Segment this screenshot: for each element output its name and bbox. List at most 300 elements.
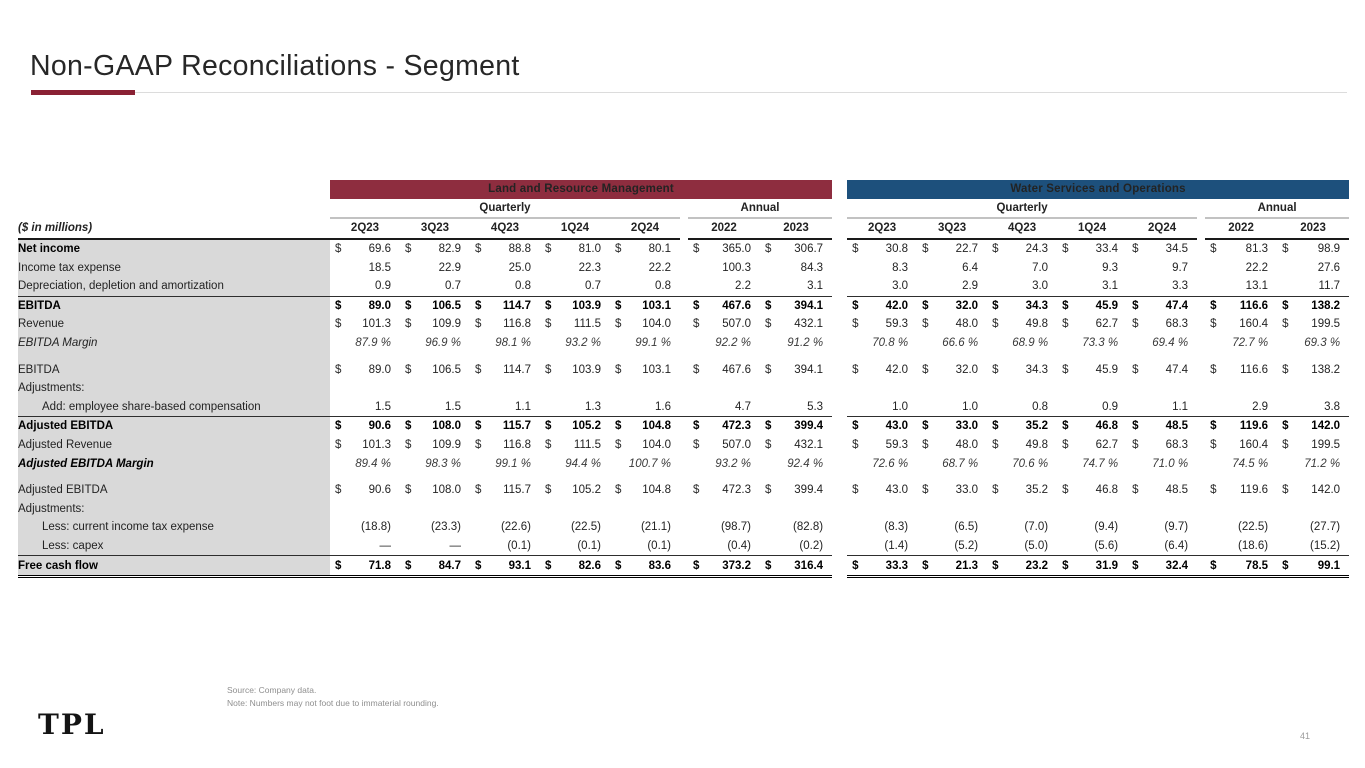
row-label: Depreciation, depletion and amortization xyxy=(18,277,330,296)
value-cell xyxy=(847,258,917,277)
value-cell xyxy=(987,398,1057,417)
table-row xyxy=(18,556,1349,577)
dollar-sign: $ xyxy=(1132,484,1139,497)
dollar-sign: $ xyxy=(992,559,999,572)
cell-value: 104.0 xyxy=(642,318,671,331)
cell-value: 432.1 xyxy=(794,318,824,331)
value-cell xyxy=(540,334,610,353)
cell-value: 99.1 % xyxy=(495,457,531,470)
value-cell xyxy=(1127,417,1197,436)
value-cell xyxy=(760,454,832,473)
cell-value: 62.7 xyxy=(1095,439,1119,452)
value-cell xyxy=(470,360,540,379)
cell-value: 1.5 xyxy=(445,400,461,413)
cell-value: 96.9 % xyxy=(425,337,461,350)
value-cell xyxy=(400,315,470,334)
cell-value: 59.3 xyxy=(885,318,909,331)
value-cell xyxy=(330,481,400,500)
value-cell xyxy=(917,436,987,455)
dollar-sign: $ xyxy=(1210,420,1217,433)
cell-value: 30.8 xyxy=(885,243,909,256)
table-row xyxy=(18,239,1349,259)
cell-value: 24.3 xyxy=(1025,243,1049,256)
cell-value: 32.0 xyxy=(955,299,979,312)
dollar-sign: $ xyxy=(545,420,552,433)
value-cell xyxy=(917,537,987,556)
value-cell xyxy=(760,556,832,577)
cell-value: 73.3 % xyxy=(1082,337,1119,350)
row-label: Free cash flow xyxy=(18,556,330,577)
cell-value: 3.8 xyxy=(1324,400,1341,413)
empty-cell xyxy=(330,379,1349,398)
cell-value: 1.5 xyxy=(375,400,391,413)
cell-value: 35.2 xyxy=(1025,420,1049,433)
cell-value: 3.0 xyxy=(1032,280,1049,293)
value-cell xyxy=(400,454,470,473)
cell-value: 138.2 xyxy=(1311,299,1341,312)
dollar-sign: $ xyxy=(922,559,929,572)
value-cell xyxy=(847,436,917,455)
value-cell xyxy=(688,334,760,353)
dollar-sign: $ xyxy=(405,318,412,331)
dollar-sign: $ xyxy=(615,484,622,497)
column-header: 2022 xyxy=(688,218,760,239)
value-cell xyxy=(1277,258,1349,277)
cell-value: 88.8 xyxy=(508,243,531,256)
cell-value: 507.0 xyxy=(722,318,751,331)
cell-value: 89.4 % xyxy=(355,457,391,470)
value-cell xyxy=(1127,398,1197,417)
empty-cell xyxy=(330,500,1349,519)
cell-value: 103.1 xyxy=(642,299,671,312)
value-cell xyxy=(1057,556,1127,577)
cell-value: 116.6 xyxy=(1239,299,1269,312)
value-cell xyxy=(1057,239,1127,259)
value-cell xyxy=(330,334,400,353)
dollar-sign: $ xyxy=(1282,420,1289,433)
dollar-sign: $ xyxy=(922,243,929,256)
cell-value: 399.4 xyxy=(794,420,824,433)
table-row xyxy=(18,537,1349,556)
table-row xyxy=(18,352,1349,360)
value-cell xyxy=(1277,239,1349,259)
dollar-sign: $ xyxy=(765,363,772,376)
group-gap xyxy=(1197,398,1205,417)
row-label: Adjustments: xyxy=(18,379,330,398)
cell-value: 47.4 xyxy=(1165,363,1189,376)
cell-value: 106.5 xyxy=(432,299,461,312)
cell-value: 70.6 % xyxy=(1012,457,1049,470)
cell-value: 119.6 xyxy=(1240,484,1269,497)
value-cell xyxy=(470,277,540,296)
table-row xyxy=(18,473,1349,481)
cell-value: 84.7 xyxy=(438,559,461,572)
group-gap xyxy=(1197,218,1205,239)
value-cell xyxy=(1127,454,1197,473)
value-cell xyxy=(540,296,610,315)
cell-value: (22.6) xyxy=(500,521,531,534)
value-cell xyxy=(917,360,987,379)
cell-value: 62.7 xyxy=(1095,318,1119,331)
value-cell xyxy=(917,258,987,277)
cell-value: 78.5 xyxy=(1245,559,1269,572)
cell-value: 82.6 xyxy=(578,559,601,572)
cell-value: 45.9 xyxy=(1095,299,1119,312)
value-cell xyxy=(610,239,680,259)
cell-value: 103.9 xyxy=(572,299,601,312)
cell-value: 48.5 xyxy=(1165,484,1189,497)
value-cell xyxy=(917,296,987,315)
value-cell xyxy=(400,436,470,455)
cell-value: 42.0 xyxy=(885,299,909,312)
dollar-sign: $ xyxy=(405,484,412,497)
cell-value: 80.1 xyxy=(648,243,671,256)
value-cell xyxy=(1127,436,1197,455)
cell-value: 8.3 xyxy=(892,261,909,274)
row-label: Adjusted EBITDA Margin xyxy=(18,454,330,473)
group-gap xyxy=(1197,556,1205,577)
cell-value: 33.4 xyxy=(1095,243,1119,256)
cell-value: 35.2 xyxy=(1025,484,1049,497)
cell-value: 103.9 xyxy=(572,363,601,376)
column-header: 2023 xyxy=(1277,218,1349,239)
cell-value: 23.2 xyxy=(1025,559,1049,572)
group-gap xyxy=(1197,537,1205,556)
cell-value: (21.1) xyxy=(640,521,671,534)
cell-value: 48.5 xyxy=(1165,420,1189,433)
value-cell xyxy=(688,537,760,556)
cell-value: 119.6 xyxy=(1239,420,1269,433)
footnote-source: Source: Company data. xyxy=(227,685,317,695)
value-cell xyxy=(1127,334,1197,353)
dollar-sign: $ xyxy=(922,363,929,376)
dollar-sign: $ xyxy=(475,439,482,452)
value-cell xyxy=(847,537,917,556)
cell-value: 89.0 xyxy=(368,299,391,312)
cell-value: (23.3) xyxy=(430,521,461,534)
cell-value: 105.2 xyxy=(572,420,601,433)
cell-value: 98.1 % xyxy=(495,337,531,350)
cell-value: 42.0 xyxy=(885,363,909,376)
cell-value: (7.0) xyxy=(1024,521,1049,534)
value-cell xyxy=(1127,360,1197,379)
dollar-sign: $ xyxy=(335,420,342,433)
cell-value: 114.7 xyxy=(502,299,531,312)
cell-value: 43.0 xyxy=(885,484,909,497)
table-row xyxy=(18,258,1349,277)
dollar-sign: $ xyxy=(1062,484,1069,497)
cell-value: 101.3 xyxy=(362,439,391,452)
value-cell xyxy=(1277,436,1349,455)
dollar-sign: $ xyxy=(852,363,859,376)
value-cell xyxy=(400,277,470,296)
value-cell xyxy=(470,239,540,259)
column-header: 3Q23 xyxy=(400,218,470,239)
value-cell xyxy=(330,537,400,556)
group-gap xyxy=(680,454,688,473)
value-cell xyxy=(330,556,400,577)
dollar-sign: $ xyxy=(922,484,929,497)
value-cell xyxy=(1057,296,1127,315)
cell-value: (9.4) xyxy=(1094,521,1119,534)
value-cell xyxy=(760,277,832,296)
value-cell xyxy=(470,334,540,353)
segment-gap xyxy=(832,239,847,259)
dollar-sign: $ xyxy=(852,484,859,497)
segment-gap xyxy=(832,518,847,537)
annual-group-header: Annual xyxy=(1205,199,1349,219)
cell-value: 22.7 xyxy=(955,243,979,256)
dollar-sign: $ xyxy=(545,439,552,452)
dollar-sign: $ xyxy=(1132,299,1139,312)
cell-value: 104.8 xyxy=(642,484,671,497)
value-cell xyxy=(540,518,610,537)
value-cell xyxy=(1277,398,1349,417)
dollar-sign: $ xyxy=(1132,420,1139,433)
value-cell xyxy=(987,296,1057,315)
value-cell xyxy=(1277,417,1349,436)
segment-gap xyxy=(832,398,847,417)
value-cell xyxy=(688,296,760,315)
row-label: EBITDA Margin xyxy=(18,334,330,353)
dollar-sign: $ xyxy=(992,484,999,497)
table-row xyxy=(18,417,1349,436)
value-cell xyxy=(1277,277,1349,296)
cell-value: 68.9 % xyxy=(1012,337,1049,350)
value-cell xyxy=(688,258,760,277)
value-cell xyxy=(1205,417,1277,436)
value-cell xyxy=(688,481,760,500)
cell-value: 74.7 % xyxy=(1082,457,1119,470)
value-cell xyxy=(987,454,1057,473)
column-header: 2022 xyxy=(1205,218,1277,239)
cell-value: 81.0 xyxy=(578,243,601,256)
cell-value: 432.1 xyxy=(794,439,824,452)
value-cell xyxy=(1057,436,1127,455)
cell-value: 68.3 xyxy=(1165,439,1189,452)
value-cell xyxy=(987,258,1057,277)
segment-gap xyxy=(832,296,847,315)
cell-value: 3.1 xyxy=(807,280,824,293)
cell-value: (15.2) xyxy=(1310,539,1341,552)
value-cell xyxy=(987,360,1057,379)
row-label: Income tax expense xyxy=(18,258,330,277)
dollar-sign: $ xyxy=(693,299,700,312)
cell-value: (1.4) xyxy=(884,539,909,552)
value-cell xyxy=(847,556,917,577)
value-cell xyxy=(760,398,832,417)
dollar-sign: $ xyxy=(1210,243,1217,256)
value-cell xyxy=(847,334,917,353)
value-cell xyxy=(688,277,760,296)
dollar-sign: $ xyxy=(1132,243,1139,256)
cell-value: 93.2 % xyxy=(715,457,751,470)
value-cell xyxy=(470,481,540,500)
dollar-sign: $ xyxy=(335,243,342,256)
cell-value: 49.8 xyxy=(1025,318,1049,331)
dollar-sign: $ xyxy=(992,318,999,331)
dollar-sign: $ xyxy=(693,318,700,331)
value-cell xyxy=(610,556,680,577)
dollar-sign: $ xyxy=(335,439,342,452)
dollar-sign: $ xyxy=(852,299,859,312)
group-gap xyxy=(680,315,688,334)
value-cell xyxy=(470,258,540,277)
segment-gap xyxy=(832,277,847,296)
dollar-sign: $ xyxy=(1132,439,1139,452)
cell-value: 46.8 xyxy=(1095,484,1119,497)
title-rule xyxy=(31,92,1347,93)
cell-value: 104.8 xyxy=(642,420,671,433)
cell-value: 3.3 xyxy=(1172,280,1189,293)
cell-value: 1.0 xyxy=(892,400,909,413)
group-gap xyxy=(1197,315,1205,334)
value-cell xyxy=(1127,315,1197,334)
dollar-sign: $ xyxy=(405,420,412,433)
segment-gap xyxy=(832,556,847,577)
dollar-sign: $ xyxy=(992,420,999,433)
row-label: Adjustments: xyxy=(18,500,330,519)
value-cell xyxy=(610,398,680,417)
row-label: Less: current income tax expense xyxy=(18,518,330,537)
row-label: EBITDA xyxy=(18,296,330,315)
value-cell xyxy=(760,334,832,353)
spacer-cell xyxy=(330,352,1349,360)
dollar-sign: $ xyxy=(852,420,859,433)
cell-value: 21.3 xyxy=(955,559,979,572)
value-cell xyxy=(1205,258,1277,277)
cell-value: 467.6 xyxy=(722,299,751,312)
value-cell xyxy=(1277,537,1349,556)
cell-value: (5.2) xyxy=(954,539,979,552)
cell-value: 199.5 xyxy=(1311,439,1341,452)
cell-value: 93.2 % xyxy=(565,337,601,350)
value-cell xyxy=(1127,556,1197,577)
dollar-sign: $ xyxy=(1210,363,1217,376)
value-cell xyxy=(470,454,540,473)
dollar-sign: $ xyxy=(545,363,552,376)
cell-value: 373.2 xyxy=(722,559,751,572)
group-gap xyxy=(680,436,688,455)
value-cell xyxy=(330,518,400,537)
cell-value: 99.1 % xyxy=(635,337,671,350)
dollar-sign: $ xyxy=(475,299,482,312)
cell-value: — xyxy=(379,539,391,552)
dollar-sign: $ xyxy=(693,559,700,572)
group-gap xyxy=(680,277,688,296)
value-cell xyxy=(610,334,680,353)
company-logo: TPL xyxy=(38,708,106,741)
dollar-sign: $ xyxy=(615,318,622,331)
value-cell xyxy=(760,239,832,259)
cell-value: 71.0 % xyxy=(1152,457,1189,470)
value-cell xyxy=(610,518,680,537)
group-gap xyxy=(1197,417,1205,436)
row-label: Adjusted Revenue xyxy=(18,436,330,455)
value-cell xyxy=(330,239,400,259)
row-label: Less: capex xyxy=(18,537,330,556)
value-cell xyxy=(400,556,470,577)
cell-value: 108.0 xyxy=(432,484,461,497)
group-gap xyxy=(680,218,688,239)
value-cell xyxy=(1277,334,1349,353)
cell-value: 109.9 xyxy=(432,439,461,452)
segment-gap xyxy=(832,481,847,500)
value-cell xyxy=(470,436,540,455)
segment-gap xyxy=(832,258,847,277)
value-cell xyxy=(987,436,1057,455)
value-cell xyxy=(688,518,760,537)
value-cell xyxy=(1057,398,1127,417)
cell-value: 365.0 xyxy=(722,243,751,256)
value-cell xyxy=(987,556,1057,577)
cell-value: (18.6) xyxy=(1238,539,1269,552)
value-cell xyxy=(1127,277,1197,296)
dollar-sign: $ xyxy=(1062,559,1069,572)
corner-cell xyxy=(18,180,330,199)
cell-value: 106.5 xyxy=(432,363,461,376)
cell-value: 18.5 xyxy=(368,261,391,274)
column-header: 4Q23 xyxy=(470,218,540,239)
value-cell xyxy=(688,417,760,436)
cell-value: 70.8 % xyxy=(872,337,909,350)
value-cell xyxy=(917,481,987,500)
cell-value: 0.8 xyxy=(515,280,531,293)
segment-gap xyxy=(832,537,847,556)
cell-value: (18.8) xyxy=(360,521,391,534)
cell-value: 116.6 xyxy=(1240,363,1269,376)
value-cell xyxy=(1205,239,1277,259)
cell-value: 49.8 xyxy=(1025,439,1049,452)
value-cell xyxy=(847,398,917,417)
cell-value: 71.8 xyxy=(368,559,391,572)
group-gap xyxy=(1197,296,1205,315)
value-cell xyxy=(470,398,540,417)
cell-value: 93.1 xyxy=(508,559,531,572)
dollar-sign: $ xyxy=(545,243,552,256)
group-gap xyxy=(680,360,688,379)
value-cell xyxy=(1277,556,1349,577)
value-cell xyxy=(330,417,400,436)
table-row xyxy=(18,360,1349,379)
cell-value: 69.3 % xyxy=(1304,337,1341,350)
value-cell xyxy=(688,398,760,417)
dollar-sign: $ xyxy=(335,559,342,572)
dollar-sign: $ xyxy=(922,299,929,312)
cell-value: 394.1 xyxy=(794,363,824,376)
value-cell xyxy=(1205,315,1277,334)
value-cell xyxy=(847,277,917,296)
cell-value: 116.8 xyxy=(503,318,531,331)
column-header: 4Q23 xyxy=(987,218,1057,239)
dollar-sign: $ xyxy=(615,420,622,433)
value-cell xyxy=(847,518,917,537)
dollar-sign: $ xyxy=(765,318,772,331)
dollar-sign: $ xyxy=(1282,243,1289,256)
cell-value: 33.3 xyxy=(885,559,909,572)
cell-value: 115.7 xyxy=(503,484,531,497)
table-row xyxy=(18,454,1349,473)
value-cell xyxy=(917,398,987,417)
cell-value: 472.3 xyxy=(722,484,751,497)
value-cell xyxy=(917,277,987,296)
cell-value: 43.0 xyxy=(885,420,909,433)
value-cell xyxy=(1277,360,1349,379)
value-cell xyxy=(847,239,917,259)
cell-value: 47.4 xyxy=(1165,299,1189,312)
column-header: 2Q24 xyxy=(610,218,680,239)
cell-value: 32.0 xyxy=(955,363,979,376)
